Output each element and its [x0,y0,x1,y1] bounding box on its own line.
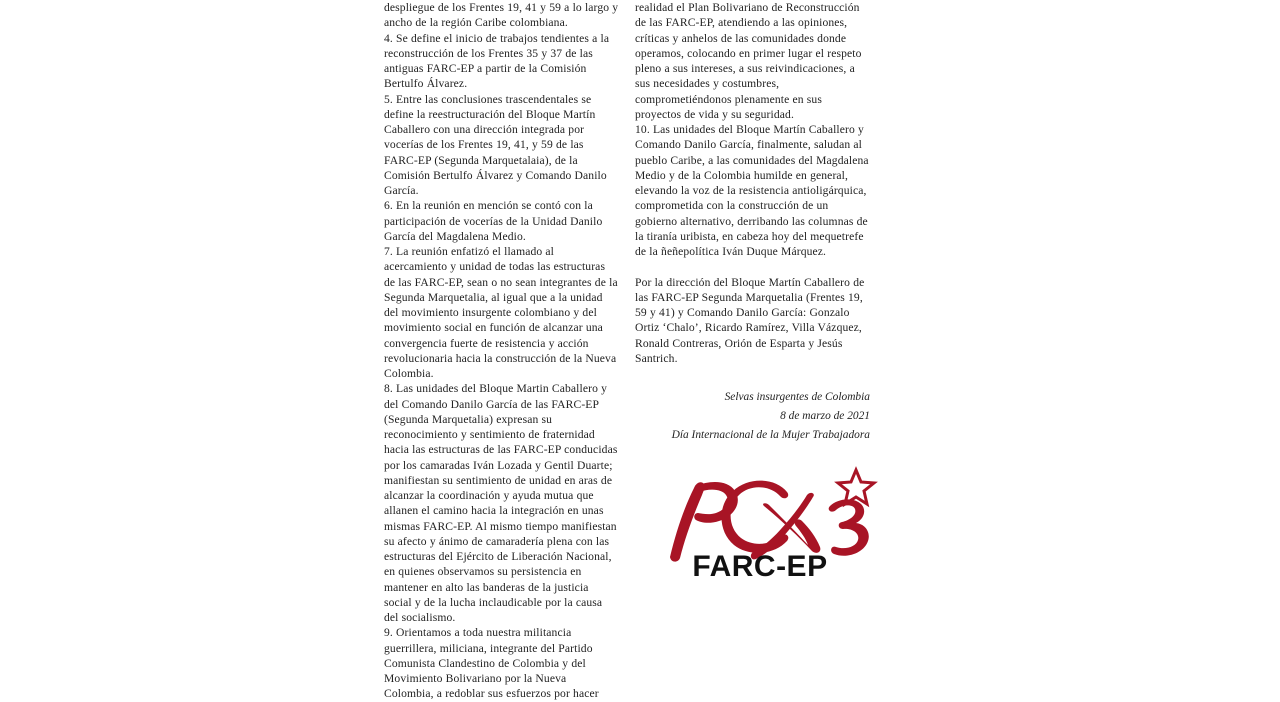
star-icon [838,470,874,504]
farc-ep-logo [640,462,880,597]
closing-block [635,388,870,445]
logo-caption-farc-ep: FARC-EP [692,550,828,583]
closing-place: Selvas insurgentes de Colombia [724,391,870,403]
paragraph-continued: despliegue de los Frentes 19, 41 y 59 a lo largo y ancho de la región Caribe colombiana. [384,1,619,30]
right-text-column [635,0,870,445]
paragraph-item-6: 6. En la reunión en mención se contó con la participación de vocerías de la Unidad Danilo García del Magdalena Medio. [384,199,603,243]
paragraph-item-4: 4. Se define el inicio de trabajos tendientes a la reconstrucción de los Frentes 35 y 37 de las antiguas FARC-EP a partir de la Comisión Bertulfo Álvarez. [384,31,610,91]
paragraph-item-5: 5. Entre las conclusiones trascendentales se define la reestructuración del Bloque Martín Caballero con una dirección integrada por vocerías de los Frentes 19, 41, y 59 de las FARC-EP (Segunda Marquetalaia), de la Comisión Bertulfo Álvarez y Comando Danilo García. [384,92,607,197]
paragraph-item-7: 7. La reunión enfatizó el llamado al acercamiento y unidad de todas las estructuras de las FARC-EP, sean o no sean integrantes de la Segunda Marquetalia, al igual que a la unidad del movimiento insurgente colombiano y del movimiento social en función de alcanzar una convergencia fuerte de resistencia y acción revolucionaria hacia la construcción de la Nueva Colombia. [384,245,618,380]
closing-occasion: Día Internacional de la Mujer Trabajadora [671,429,870,441]
paragraph-continued-plan: realidad el Plan Bolivariano de Reconstrucción de las FARC-EP, atendiendo a las opiniones, críticas y anhelos de las comunidades donde operamos, colocando en primer lugar el respeto pleno a sus intereses, a sus reivindicaciones, a sus necesidades y costumbres, comprometiéndonos plenamente en sus proyectos de vida y su seguridad. [635,1,862,121]
paragraph-item-9: 9. Orientamos a toda nuestra militancia guerrillera, miliciana, integrante del Partido Comunista Clandestino de Colombia y del Movimiento Bolivariano por la Nueva Colombia, a redoblar sus esfuerzos por hacer [384,626,599,701]
paragraph-item-8: 8. Las unidades del Bloque Martin Caballero y del Comando Danilo García de las FARC-EP (Segunda Marquetalia) expresan su reconocimiento y sentimiento de fraternidad hacia las estructuras de las FARC-EP conducidas por los camaradas Iván Lozada y Gentil Duarte; manifiestan su sentimiento de unidad en aras de alcanzar la coordinación y ayuda mutua que allanen el camino hacia la integración en unas mismas FARC-EP. Al mismo tiempo manifiestan su afecto y ánimo de camaradería plena con las estructuras del Ejército de Liberación Nacional, en quienes observamos su persistencia en mantener en alto las banderas de la justicia social y de la lucha inclaudicable por la causa del socialismo. [384,382,618,624]
paragraph-item-10: 10. Las unidades del Bloque Martín Caballero y Comando Danilo García, finalmente, saludan al pueblo Caribe, a las comunidades del Magdalena Medio y de la Colombia humilde en general, elevando la voz de la resistencia antioligárquica, comprometida con la construcción de un gobierno alternativo, derribando las columnas de la tiranía uribista, en cabeza hoy del mequetrefe de la ñeñepolítica Iván Duque Márquez. [635,123,869,258]
closing-date: 8 de marzo de 2021 [780,410,870,422]
left-text-column [384,0,619,702]
logo-wordmark-pc3 [670,470,874,562]
paragraph-signatories: Por la dirección del Bloque Martín Caballero de las FARC-EP Segunda Marquetalia (Frentes 19, 59 y 41) y Comando Danilo García: Gonzalo Ortiz ‘Chalo’, Ricardo Ramírez, Villa Vázquez, Ronald Contreras, Orión de Esparta y Jesús Santrich. [635,275,865,365]
